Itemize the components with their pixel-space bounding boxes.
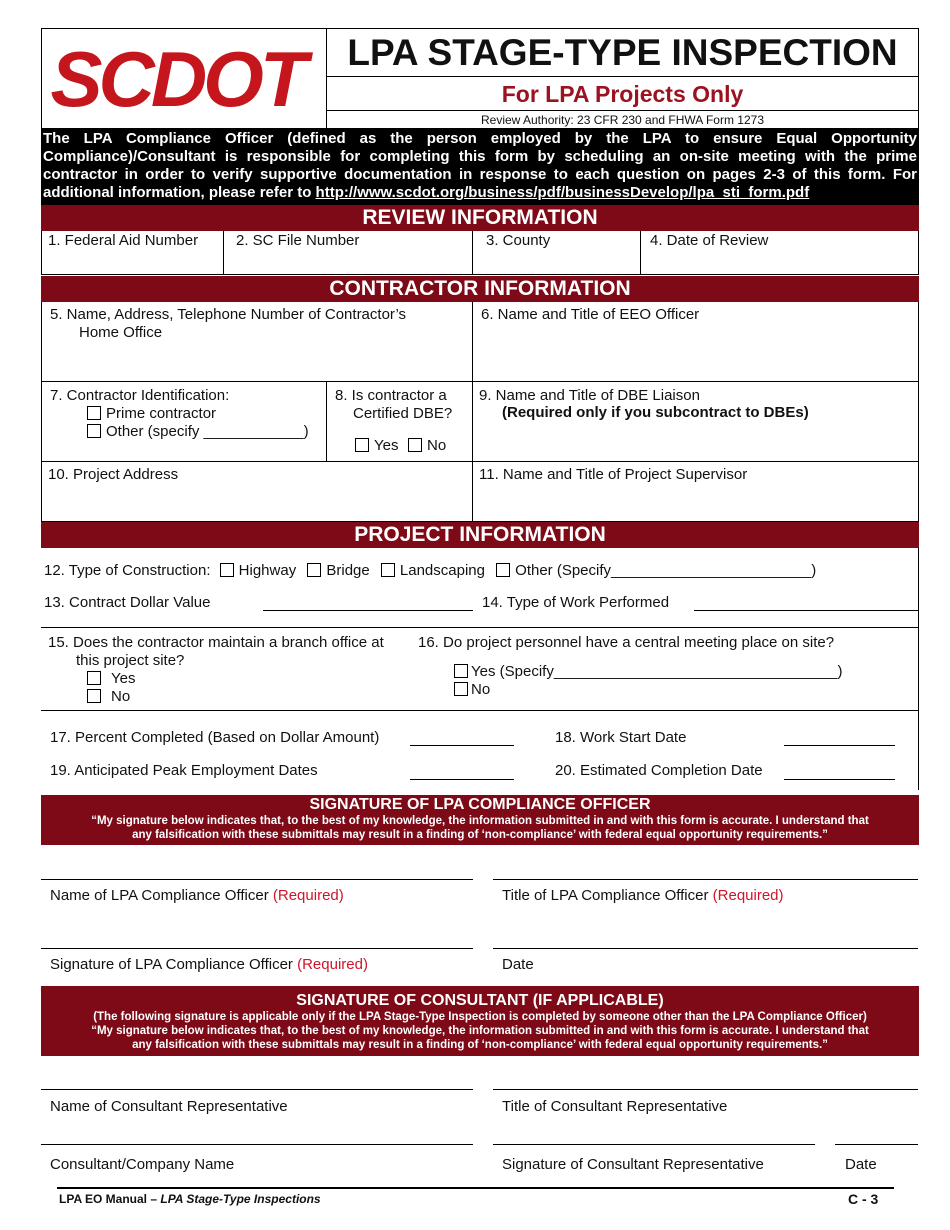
- completion-date-label: 20. Estimated Completion Date: [555, 762, 763, 779]
- consultant-signature-title: SIGNATURE OF CONSULTANT (IF APPLICABLE): [296, 992, 664, 1009]
- review-authority: Review Authority: 23 CFR 230 and FHWA Form 1273: [480, 113, 764, 127]
- landscaping-label: Landscaping: [399, 562, 485, 579]
- footer-rule: [57, 1187, 894, 1189]
- peak-employment-label: 19. Anticipated Peak Employment Dates: [50, 762, 318, 779]
- meeting-place-yes-checkbox[interactable]: [454, 664, 468, 678]
- other-construction-label: Other (Specify________________________): [515, 562, 817, 579]
- consultant-company-label: Consultant/Company Name: [50, 1156, 235, 1173]
- highway-checkbox[interactable]: [220, 563, 234, 577]
- project-address-field[interactable]: 10. Project Address: [48, 466, 179, 483]
- peak-employment-input[interactable]: [410, 779, 514, 780]
- prime-contractor-option[interactable]: [87, 405, 216, 423]
- construction-type-label: 12. Type of Construction:: [44, 562, 211, 579]
- contractor-home-office-label-2: Home Office: [79, 324, 163, 341]
- branch-office-question-2: this project site?: [76, 652, 185, 669]
- type-of-work-label: 14. Type of Work Performed: [482, 594, 670, 611]
- certified-dbe-label: 8. Is contractor a: [335, 387, 447, 404]
- lpa-officer-name-label: Name of LPA Compliance Officer (Required): [50, 887, 344, 904]
- landscaping-checkbox[interactable]: [381, 563, 395, 577]
- branch-office-question: 15. Does the contractor maintain a branch office at: [48, 634, 384, 651]
- dbe-no-checkbox[interactable]: [408, 438, 422, 452]
- lpa-signature-heading: [41, 795, 919, 845]
- svg-text:SCDOT: SCDOT: [50, 35, 304, 123]
- dbe-liaison-note: (Required only if you subcontract to DBEs): [502, 404, 809, 421]
- lpa-signature-statement-2: any falsification with these submittals may result in a finding of ‘non-compliance’ with federal equal opportunity requirements.”: [132, 829, 828, 841]
- intro-text: The LPA Compliance Officer (defined as the person employed by the LPA to ensure Equal Opportunity Compliance)/Consultant is responsible for completing this form by scheduling an on-site meeting with the prime contractor in order to verify supportive documentation in response to each question on pages 2-3 of this form. For additional information, please refer to: [43, 130, 917, 201]
- lpa-date-label: Date: [502, 956, 534, 973]
- dbe-no-option[interactable]: [408, 437, 446, 455]
- meeting-place-yes-option[interactable]: [454, 663, 842, 681]
- federal-aid-number-field[interactable]: 1. Federal Aid Number: [48, 232, 199, 249]
- contractor-section-heading: CONTRACTOR INFORMATION: [41, 276, 919, 302]
- consultant-signature-statement-2: any falsification with these submittals may result in a finding of ‘non-compliance’ with federal equal opportunity requirements.”: [132, 1039, 828, 1051]
- prime-contractor-checkbox[interactable]: [87, 406, 101, 420]
- meeting-place-yes-label: Yes (Specify__________________________________): [471, 663, 843, 680]
- page-number: C - 3: [848, 1191, 879, 1207]
- work-start-date-input[interactable]: [784, 745, 895, 746]
- county-field[interactable]: 3. County: [486, 232, 551, 249]
- type-of-work-input[interactable]: [694, 610, 919, 611]
- sc-file-number-field[interactable]: 2. SC File Number: [236, 232, 360, 249]
- contract-dollar-value-label: 13. Contract Dollar Value: [44, 594, 211, 611]
- consultant-signature-heading: [41, 986, 919, 1056]
- lpa-signature-title: SIGNATURE OF LPA COMPLIANCE OFFICER: [309, 796, 651, 813]
- lpa-officer-name-line[interactable]: [41, 879, 473, 880]
- branch-office-yes-label: Yes: [111, 670, 136, 687]
- meeting-place-question: 16. Do project personnel have a central meeting place on site?: [418, 634, 835, 651]
- consultant-name-line[interactable]: [41, 1089, 473, 1090]
- certified-dbe-label-2: Certified DBE?: [353, 405, 453, 422]
- consultant-date-line[interactable]: [835, 1144, 918, 1145]
- completion-date-input[interactable]: [784, 779, 895, 780]
- intro-link[interactable]: http://www.scdot.org/business/pdf/businessDevelop/lpa_sti_form.pdf: [315, 184, 810, 201]
- highway-label: Highway: [238, 562, 297, 579]
- percent-completed-input[interactable]: [410, 745, 514, 746]
- lpa-officer-title-label: Title of LPA Compliance Officer (Required): [502, 887, 784, 904]
- review-section-heading: REVIEW INFORMATION: [41, 205, 919, 231]
- project-section-heading: PROJECT INFORMATION: [41, 522, 919, 548]
- meeting-place-no-checkbox[interactable]: [454, 682, 468, 696]
- footer-manual: LPA EO Manual – LPA Stage-Type Inspections: [59, 1192, 321, 1206]
- construction-type-row: [44, 562, 816, 580]
- branch-office-no-checkbox[interactable]: [87, 689, 101, 703]
- meeting-place-no-option[interactable]: [454, 681, 490, 699]
- dbe-no-label: No: [427, 437, 447, 454]
- bridge-checkbox[interactable]: [307, 563, 321, 577]
- project-supervisor-field[interactable]: 11. Name and Title of Project Supervisor: [479, 466, 748, 483]
- contract-dollar-value-input[interactable]: [263, 610, 473, 611]
- dbe-liaison-field[interactable]: 9. Name and Title of DBE Liaison: [479, 387, 700, 404]
- consultant-signature-statement-1: “My signature below indicates that, to the best of my knowledge, the information submitted in and with this form is accurate. I understand that: [91, 1025, 869, 1037]
- lpa-date-line[interactable]: [493, 948, 918, 949]
- lpa-officer-title-line[interactable]: [493, 879, 918, 880]
- consultant-company-line[interactable]: [41, 1144, 473, 1145]
- branch-office-no-label: No: [111, 688, 131, 705]
- lpa-signature-statement-1: “My signature below indicates that, to the best of my knowledge, the information submitted in and with this form is accurate. I understand that: [91, 815, 869, 827]
- form-subtitle: For LPA Projects Only: [501, 81, 744, 107]
- bridge-label: Bridge: [326, 562, 370, 579]
- eeo-officer-field[interactable]: 6. Name and Title of EEO Officer: [481, 306, 700, 323]
- lpa-officer-signature-line[interactable]: [41, 948, 473, 949]
- consultant-signature-note: (The following signature is applicable only if the LPA Stage-Type Inspection is completed by someone other than the LPA Compliance Officer): [93, 1011, 867, 1023]
- percent-completed-label: 17. Percent Completed (Based on Dollar Amount): [50, 729, 380, 746]
- prime-contractor-label: Prime contractor: [106, 405, 217, 422]
- branch-office-yes-checkbox[interactable]: [87, 671, 101, 685]
- form-title: LPA STAGE-TYPE INSPECTION: [347, 32, 898, 73]
- contractor-identification-label: 7. Contractor Identification:: [50, 387, 230, 404]
- branch-office-yes-option[interactable]: [87, 670, 135, 688]
- intro-block: [41, 129, 919, 205]
- branch-office-no-option[interactable]: [87, 688, 130, 706]
- other-construction-checkbox[interactable]: [496, 563, 510, 577]
- dbe-yes-checkbox[interactable]: [355, 438, 369, 452]
- other-contractor-option[interactable]: [87, 423, 309, 441]
- consultant-title-line[interactable]: [493, 1089, 918, 1090]
- consultant-title-label: Title of Consultant Representative: [502, 1098, 728, 1115]
- logo: [50, 35, 304, 123]
- consultant-signature-line[interactable]: [493, 1144, 815, 1145]
- dbe-yes-label: Yes: [374, 437, 399, 454]
- other-contractor-checkbox[interactable]: [87, 424, 101, 438]
- work-start-date-label: 18. Work Start Date: [555, 729, 687, 746]
- other-contractor-label: Other (specify ____________): [106, 423, 309, 440]
- dbe-yes-option[interactable]: [355, 437, 398, 455]
- meeting-place-no-label: No: [471, 681, 491, 698]
- scdot-logo-icon: [50, 35, 304, 123]
- consultant-name-label: Name of Consultant Representative: [50, 1098, 288, 1115]
- lpa-officer-signature-label: Signature of LPA Compliance Officer (Required): [50, 956, 368, 973]
- date-of-review-field[interactable]: 4. Date of Review: [650, 232, 769, 249]
- contractor-home-office-field[interactable]: 5. Name, Address, Telephone Number of Contractor’s: [50, 306, 407, 323]
- consultant-date-label: Date: [845, 1156, 877, 1173]
- consultant-signature-label: Signature of Consultant Representative: [502, 1156, 764, 1173]
